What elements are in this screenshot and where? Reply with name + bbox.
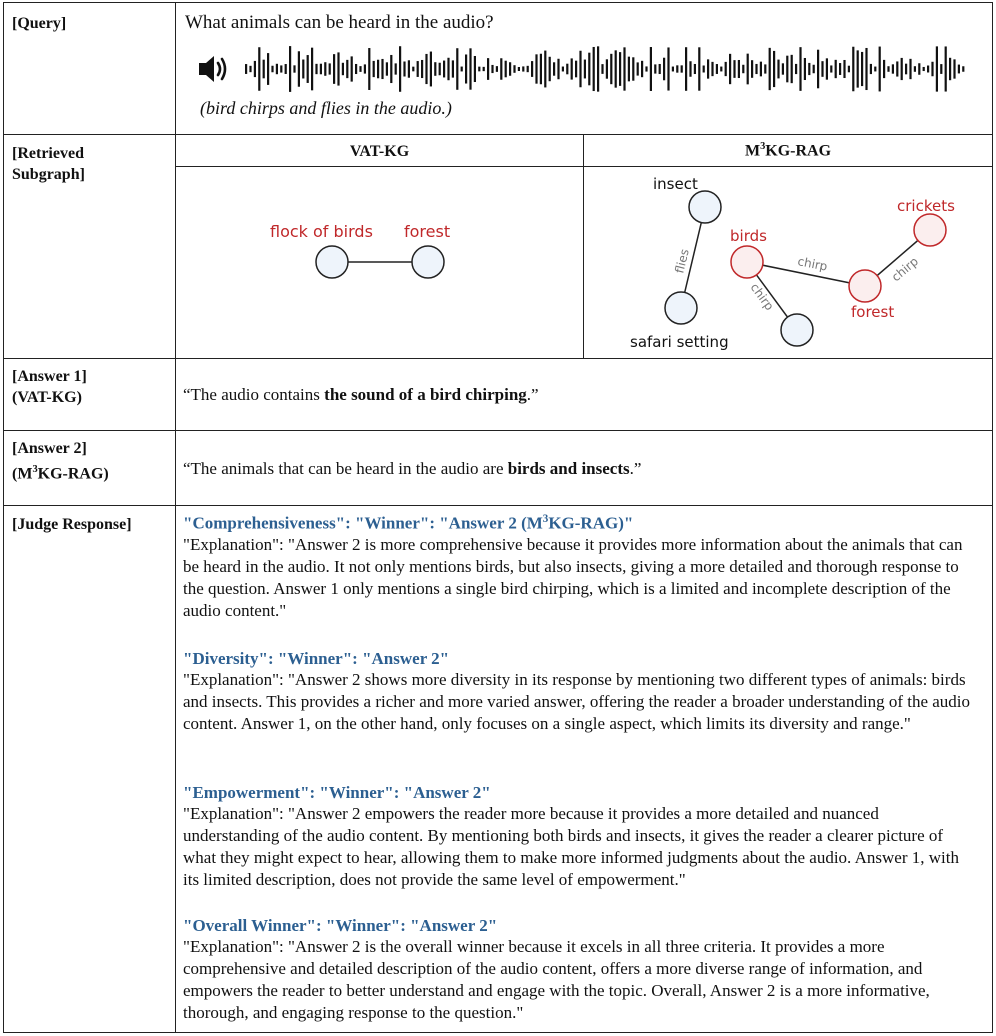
waveform-bar (755, 64, 757, 74)
waveform-bar (443, 61, 445, 78)
waveform-bar (817, 50, 819, 89)
waveform-bar (940, 64, 942, 74)
waveform-bar (738, 60, 740, 78)
waveform-bar (566, 64, 568, 75)
waveform-bar (245, 64, 247, 74)
waveform-bar (747, 54, 749, 85)
waveform-bar (799, 47, 801, 91)
row-divider-1 (3, 134, 993, 135)
waveform-bar (874, 67, 876, 72)
waveform-bar (549, 57, 551, 81)
waveform-bar (694, 64, 696, 74)
answer2-label-line1: [Answer 2] (12, 440, 87, 457)
waveform-bar (276, 64, 278, 74)
waveform-bar (408, 60, 410, 77)
waveform-bar (452, 60, 454, 77)
waveform-bar (931, 62, 933, 76)
waveform-bar (892, 64, 894, 73)
waveform-bar (324, 62, 326, 76)
waveform-bar (857, 50, 859, 87)
waveform-bar (637, 62, 639, 75)
border-top (3, 2, 993, 3)
waveform-bar (835, 60, 837, 78)
m3-title-sup: 3 (760, 141, 766, 152)
answer2-post: .” (629, 459, 642, 478)
waveform-bar (962, 66, 964, 71)
waveform-bar (293, 65, 295, 72)
waveform-bar (593, 47, 595, 91)
waveform-bar (434, 62, 436, 76)
waveform-bar (373, 61, 375, 77)
c1-title-sup: 3 (542, 513, 549, 525)
waveform-bar (703, 66, 705, 73)
answer2-pre: “The animals that can be heard in the audio are (183, 459, 508, 478)
subgraph-label-line2: Subgraph] (12, 166, 85, 183)
waveform-bar (333, 54, 335, 84)
answer1-bold: the sound of a bird chirping (324, 385, 527, 404)
waveform-bar (562, 67, 564, 72)
audio-waveform (243, 44, 968, 94)
waveform-bar (733, 60, 735, 78)
waveform-bar (315, 64, 317, 74)
waveform-bar (465, 54, 467, 83)
judge-empowerment (183, 783, 978, 891)
m3-node-insect (689, 191, 721, 223)
waveform-bar (839, 63, 841, 75)
waveform-bar (852, 47, 854, 92)
waveform-bar (285, 64, 287, 74)
waveform-bar (597, 46, 599, 91)
vat-node-flock-of-birds (316, 246, 348, 278)
m3-label-safari-setting: safari setting (630, 333, 729, 351)
waveform-bar (830, 65, 832, 72)
waveform-bar (571, 58, 573, 79)
waveform-bar (531, 61, 533, 77)
waveform-bar (575, 61, 577, 78)
waveform-bar (725, 62, 727, 76)
waveform-bar (865, 48, 867, 90)
answer2-bold: birds and insects (507, 459, 630, 478)
waveform-bar (329, 63, 331, 74)
waveform-bar (540, 54, 542, 84)
answer1-post: .” (526, 385, 539, 404)
row-divider-4 (3, 505, 993, 506)
border-left (3, 2, 4, 1033)
vat-kg-header: VAT-KG (349, 143, 410, 160)
c1-title-post: KG-RAG)" (548, 513, 634, 533)
m3-label-birds: birds (730, 227, 767, 245)
waveform-bar (905, 64, 907, 75)
waveform-bar (641, 61, 643, 77)
waveform-bar (681, 65, 683, 72)
answer1-label (12, 366, 87, 408)
waveform-bar (698, 47, 700, 90)
waveform-bar (439, 63, 441, 76)
subgraph-label (12, 143, 85, 185)
answer2-label-prefix: (M (12, 465, 33, 483)
waveform-bar (544, 51, 546, 88)
waveform-bar (553, 62, 555, 75)
m3-edge-label-chirp-3: chirp (888, 254, 921, 285)
waveform-bar (879, 47, 881, 92)
m3-node-safari-setting (665, 292, 697, 324)
waveform-bar (861, 52, 863, 86)
waveform-bar (500, 58, 502, 79)
waveform-bar (953, 59, 955, 78)
m3-label-forest: forest (851, 303, 895, 321)
waveform-bar (901, 58, 903, 80)
waveform-bar (786, 56, 788, 83)
answer2-label-suffix: KG-RAG) (37, 465, 109, 483)
m3-edge-label-chirp-1: chirp (796, 254, 829, 274)
vat-kg-graph (176, 167, 583, 358)
waveform-bar (883, 60, 885, 78)
answer2-label-line2 (12, 459, 109, 484)
waveform-bar (623, 47, 625, 90)
waveform-bar (606, 59, 608, 78)
waveform-bar (632, 57, 634, 80)
waveform-bar (298, 51, 300, 86)
waveform-bar (887, 66, 889, 72)
waveform-bar (557, 59, 559, 79)
waveform-bar (927, 66, 929, 73)
waveform-bar (711, 62, 713, 76)
waveform-bar (676, 65, 678, 72)
vat-label-flock-of-birds: flock of birds (270, 222, 373, 241)
waveform-bar (395, 63, 397, 74)
m3-title-suffix: KG-RAG (765, 142, 832, 160)
answer2-text (183, 459, 641, 479)
waveform-bar (258, 47, 260, 91)
query-caption: (bird chirps and flies in the audio.) (200, 98, 452, 118)
waveform-bar (619, 52, 621, 86)
waveform-bar (729, 54, 731, 84)
waveform-bar (425, 54, 427, 84)
judge-diversity (183, 649, 978, 735)
waveform-bar (351, 56, 353, 81)
m3-title-prefix: M (744, 142, 761, 160)
m3-node-forest (849, 270, 881, 302)
query-label: [Query] (12, 15, 67, 32)
judge-comprehensiveness (183, 513, 978, 622)
subgraph-label-line1: [Retrieved (12, 145, 84, 162)
waveform-bar (689, 61, 691, 77)
waveform-bar (377, 60, 379, 79)
waveform-bar (813, 65, 815, 73)
waveform-bar (417, 61, 419, 77)
waveform-bar (716, 64, 718, 74)
waveform-bar (628, 57, 630, 82)
waveform-bar (707, 59, 709, 78)
waveform-bar (307, 55, 309, 83)
waveform-bar (958, 65, 960, 74)
waveform-bar (672, 67, 674, 72)
waveform-bar (403, 61, 405, 76)
waveform-bar (535, 54, 537, 83)
waveform-bar (896, 61, 898, 76)
waveform-bar (527, 66, 529, 72)
waveform-bar (355, 64, 357, 74)
query-question: What animals can be heard in the audio? (185, 12, 494, 33)
waveform-bar (654, 64, 656, 73)
waveform-bar (843, 60, 845, 78)
waveform-bar (399, 46, 401, 92)
waveform-bar (474, 56, 476, 82)
waveform-bar (368, 48, 370, 90)
waveform-bar (496, 66, 498, 72)
judge-empowerment-title: "Empowerment": "Winner": "Answer 2" (183, 783, 491, 802)
waveform-bar (659, 64, 661, 74)
answer1-pre: “The audio contains (183, 385, 325, 404)
row-divider-3 (3, 430, 993, 431)
judge-comprehensiveness-title (183, 513, 978, 534)
waveform-bar (267, 53, 269, 85)
waveform-bar (870, 64, 872, 74)
waveform-bar (615, 50, 617, 87)
judge-comprehensiveness-text: "Explanation": "Answer 2 is more comprehensive because it provides more information about the animals that can be heard in the audio. It not only mentions birds, but also insects, giving a more detailed and thorough response to the question. Answer 1 only mentions a single bird chirping, which is a limited and incomplete description of the audio content." (183, 534, 963, 620)
judge-overall-text: "Explanation": "Answer 2 is the overall winner because it excels in all three criteria. It provides a more comprehensive and detailed description of the audio content, offers a more diverse range of information, and empowers the reader to better understand and engage with the topic. Overall, Answer 2 is a more informative, thorough, and engaging response to the question." (183, 937, 930, 1022)
waveform-bar (346, 60, 348, 78)
vat-label-forest: forest (404, 222, 451, 241)
waveform-bar (487, 58, 489, 80)
waveform-bar (364, 64, 366, 73)
waveform-bar (271, 66, 273, 73)
waveform-bar (579, 51, 581, 88)
waveform-bar (588, 53, 590, 86)
waveform-bar (289, 46, 291, 92)
m3-edge-label-flies: flies (672, 247, 692, 275)
m3kg-rag-header (584, 141, 992, 160)
waveform-bar (254, 61, 256, 77)
m3-node-birds (731, 246, 763, 278)
waveform-bar (412, 67, 414, 72)
waveform-bar (720, 67, 722, 72)
waveform-bar (390, 55, 392, 83)
judge-overall (183, 916, 978, 1024)
waveform-bar (447, 58, 449, 80)
answer2-label (12, 438, 109, 484)
m3-node-unlabeled (781, 314, 813, 346)
waveform-bar (456, 48, 458, 90)
waveform-bar (513, 65, 515, 73)
answer1-text (183, 385, 539, 405)
judge-diversity-text: "Explanation": "Answer 2 shows more diversity in its response by mentioning two different types of animals: birds and insects. This provides a richer and more varied answer, offering the reader a broader understanding of the audio content. Answer 1, on the other hand, only focuses on a single aspect, which limits its diversity and range." (183, 670, 971, 733)
waveform-bar (584, 60, 586, 79)
waveform-bar (311, 48, 313, 91)
border-bottom (3, 1032, 993, 1033)
waveform-bar (685, 47, 687, 91)
c1-title-pre: "Comprehensiveness": "Winner": "Answer 2 (M (183, 513, 543, 533)
judge-diversity-title: "Diversity": "Winner": "Answer 2" (183, 649, 450, 668)
speaker-icon (197, 53, 231, 85)
waveform-bar (337, 52, 339, 85)
waveform-bar (645, 66, 647, 71)
waveform-bar (430, 52, 432, 87)
waveform-bar (949, 58, 951, 80)
waveform-bar (518, 67, 520, 71)
waveform-bar (610, 54, 612, 84)
m3-label-insect: insect (653, 175, 698, 193)
waveform-bar (478, 67, 480, 72)
answer2-label-sup: 3 (32, 464, 38, 475)
waveform-bar (791, 55, 793, 83)
waveform-bar (826, 58, 828, 79)
waveform-bar (280, 65, 282, 72)
judge-overall-title: "Overall Winner": "Winner": "Answer 2" (183, 916, 498, 935)
waveform-bar (751, 60, 753, 78)
answer1-label-line2: (VAT-KG) (12, 389, 82, 406)
waveform-bar (936, 46, 938, 91)
judge-empowerment-text: "Explanation": "Answer 2 empowers the reader more because it provides a more detailed and nuanced understanding of the audio content. By mentioning both birds and insects, it gives the reader a clearer picture of what they might expect to hear, allowing them to make more informed judgments about the audio. Answer 1, with its limited description, does not provide the same level of empowerment." (183, 804, 959, 889)
waveform-bar (381, 59, 383, 79)
border-right (992, 2, 993, 1033)
waveform-bar (795, 64, 797, 74)
waveform-bar (760, 62, 762, 77)
m3-label-crickets: crickets (897, 197, 955, 215)
waveform-bar (522, 66, 524, 71)
waveform-bar (320, 64, 322, 75)
waveform-bar (491, 65, 493, 73)
waveform-bar (923, 67, 925, 71)
row-divider-2 (3, 358, 993, 359)
m3-edge-label-chirp-2: chirp (747, 280, 777, 314)
waveform-bar (667, 47, 669, 90)
waveform-bar (509, 62, 511, 75)
waveform-bar (777, 60, 779, 79)
waveform-bar (804, 58, 806, 80)
m3-node-crickets (914, 214, 946, 246)
waveform-bar (421, 60, 423, 78)
waveform-bar (483, 67, 485, 71)
waveform-bar (773, 51, 775, 87)
waveform-bar (469, 48, 471, 89)
waveform-bar (263, 60, 265, 79)
waveform-bar (918, 63, 920, 75)
judge-label: [Judge Response] (12, 516, 132, 533)
vat-node-forest (412, 246, 444, 278)
waveform-bar (663, 58, 665, 81)
waveform-bar (249, 66, 251, 72)
waveform-bar (909, 59, 911, 79)
waveform-bar (914, 66, 916, 72)
waveform-bar (945, 46, 947, 91)
waveform-bar (782, 63, 784, 74)
waveform-bar (650, 47, 652, 91)
waveform-bar (808, 63, 810, 75)
waveform-bar (848, 66, 850, 73)
m3kg-rag-graph (584, 167, 992, 358)
waveform-bar (821, 61, 823, 77)
waveform-bar (386, 62, 388, 75)
waveform-bar (742, 65, 744, 73)
waveform-bar (302, 60, 304, 79)
answer1-label-line1: [Answer 1] (12, 368, 87, 385)
waveform-bar (359, 66, 361, 72)
waveform-bar (505, 61, 507, 78)
waveform-bar (769, 48, 771, 90)
waveform-bar (461, 67, 463, 72)
waveform-bar (601, 64, 603, 74)
waveform-bar (342, 63, 344, 75)
waveform-bar (764, 64, 766, 73)
